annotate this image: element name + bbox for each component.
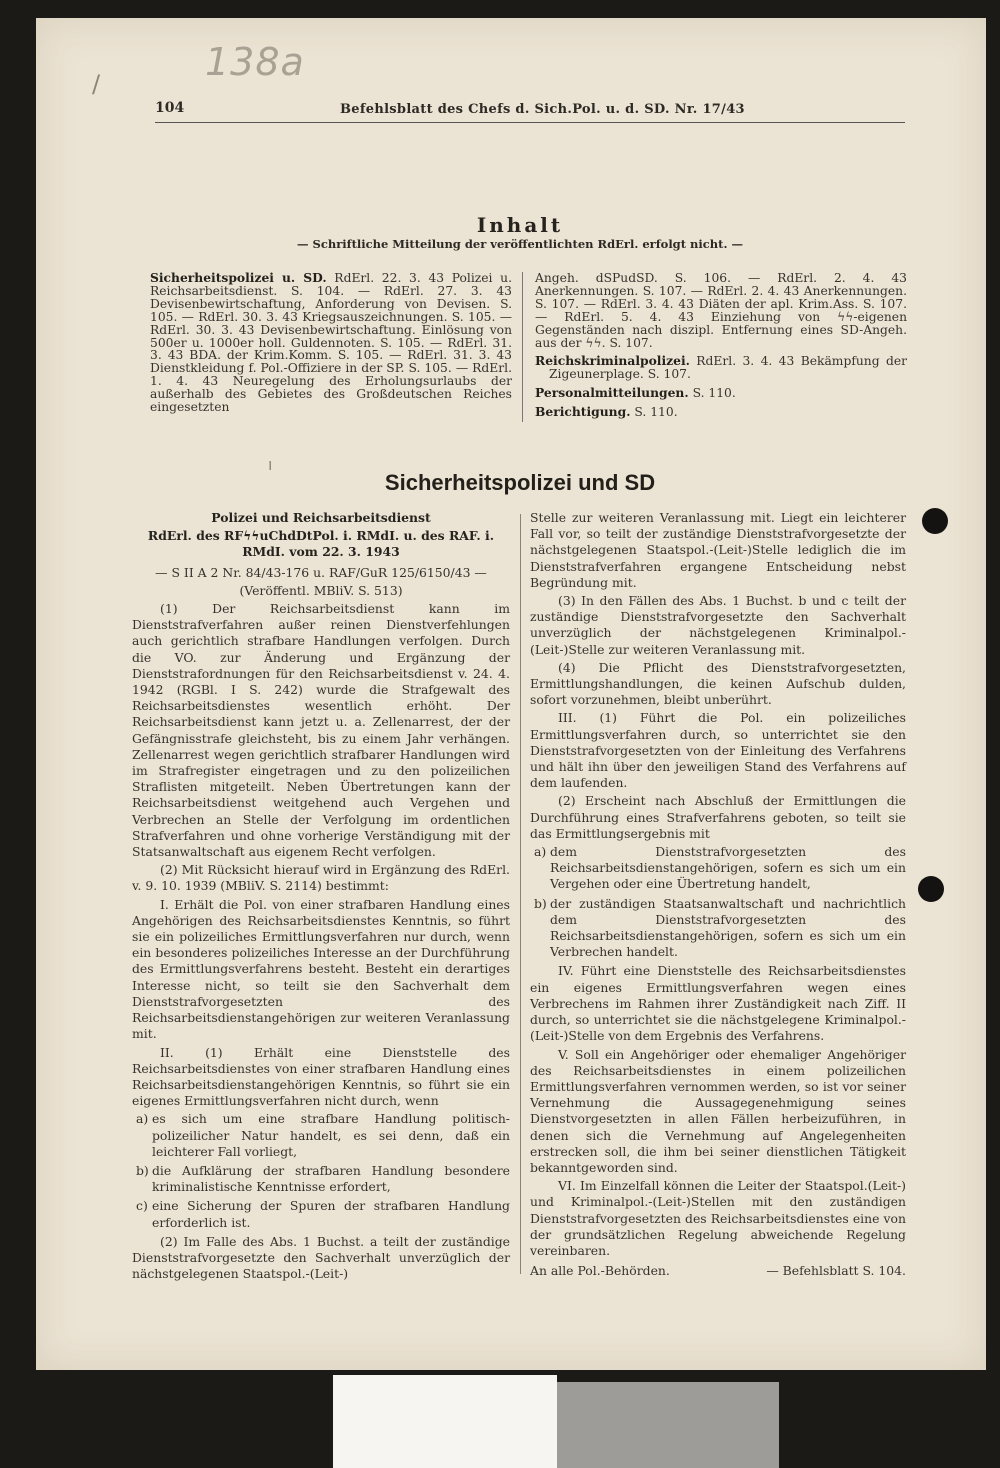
contents-continuation: Angeh. dSPudSD. S. 106. — RdErl. 2. 4. 43 Anerkennungen. S. 107. — RdErl. 2. 4. 43 Anerkennungen. S. 107. — RdErl. 3. 4. 43 Diäten der apl. Krim.Ass. S. 107. — RdErl. 5. 4. 43 Einziehung von ϟϟ-eigenen Gegenständen nach diszipl. Entfernung eines SD-Angeh. aus der ϟϟ. S. 107. (535, 271, 907, 350)
publication-title: Befehlsblatt des Chefs d. Sich.Pol. u. d. SD. Nr. 17/43 (340, 102, 745, 117)
calibration-card-white (333, 1375, 557, 1468)
article-right-column (530, 510, 906, 1279)
contents-subtitle: — Schriftliche Mitteilung der veröffentlichten RdErl. erfolgt nicht. — (297, 237, 743, 251)
paragraph: I. Erhält die Pol. von einer strafbaren Handlung eines Angehörigen des Reichsarbeitsdienstes Kenntnis, so führt sie ein polizeiliches Ermittlungsverfahren nur durch, wenn ein besonderes polizeiliches Interesse an der Durchführung des Ermittlungsverfahrens besteht. Besteht ein derartiges Interesse nicht, so teilt sie den Sachverhalt dem Dienststrafvorgesetzten des Reichsarbeitsdienstangehörigen zur weiteren Veranlassung mit. (132, 896, 510, 1042)
paragraph: VI. Im Einzelfall können die Leiter der Staatspol.(Leit-) und Kriminalpol.-(Leit-)Stellen mit den zuständigen Dienststrafvorgesetzten des Reichsarbeitsdienstes eine von der grundsätzlichen Regelung abweichende Regelung vereinbaren. (530, 1178, 906, 1258)
article-subheading: Polizei und Reichsarbeitsdienst (211, 510, 431, 525)
punch-hole (922, 508, 948, 534)
column-divider (520, 514, 521, 1274)
decree-line: RdErl. des RFϟϟuChdDtPol. i. RMdI. u. des RAF. i. RMdI. vom 22. 3. 1943 (147, 528, 495, 560)
paragraph: (2) Mit Rücksicht hierauf wird in Ergänzung des RdErl. v. 9. 10. 1939 (MBliV. S. 2114) bestimmt: (132, 862, 510, 894)
calibration-card-gray (557, 1382, 779, 1468)
page-number: 104 (155, 100, 185, 116)
paragraph: Stelle zur weiteren Veranlassung mit. Liegt ein leichterer Fall vor, so teilt der zuständige Dienststrafvorgesetzte der nächstgelegenen Staatspol.-(Leit-)Stelle lediglich die im Dienststrafverfahren ergangene Entscheidung nebst Begründung mit. (530, 510, 906, 590)
contents-heading-sipo: Sicherheitspolizei u. SD. (150, 270, 327, 285)
paragraph: (4) Die Pflicht des Dienststrafvorgesetzten, Ermittlungshandlungen, die keinen Aufschub dulden, sofort vorzunehmen, bleibt unberührt. (530, 659, 906, 708)
list-item: c) eine Sicherung der Spuren der strafbaren Handlung erforderlich ist. (136, 1198, 510, 1230)
page-header (155, 100, 905, 123)
punch-hole (918, 876, 944, 902)
pencil-tick-mark: ı (268, 455, 273, 474)
contents-entry-personal: Personalmitteilungen. S. 110. (535, 385, 736, 401)
contents-entry-text: RdErl. 22. 3. 43 Polizei u. Reichsarbeitsdienst. S. 104. — RdErl. 27. 3. 43 Devisenbewirtschaftung, Anforderung von Devisen. S. 105. — RdErl. 30. 3. 43 Kriegsauszeichnungen. S. 105. — RdErl. 30. 3. 43 Devisenbewirtschaftung. Einlösung von 500er u. 1000er holl. Guldennoten. S. 105. — RdErl. 31. 3. 43 BDA. der Krim.Komm. S. 105. — RdErl. 31. 3. 43 Dienstkleidung f. Pol.-Offiziere in der SP. S. 105. — RdErl. 1. 4. 43 Neuregelung des Erholungsurlaubs der außerhalb des Gebietes des Großdeutschen Reiches eingesetzten (150, 271, 512, 415)
paragraph: (3) In den Fällen des Abs. 1 Buchst. b und c teilt der zuständige Dienststrafvorgesetzte den Sachverhalt unverzüglich der nächstgelegenen Kriminalpol.-(Leit-)Stelle zur weiteren Veranlassung mit. (530, 593, 906, 657)
paragraph: IV. Führt eine Dienststelle des Reichsarbeitsdienstes ein eigenes Ermittlungsverfahren wegen eines Verbrechens im Rahmen ihrer Zuständigkeit nach Ziff. II durch, so unterrichtet sie die nächstgelegene Kriminalpol.-(Leit-)Stelle von dem Ergebnis des Verfahrens. (530, 963, 906, 1044)
list-item: a) dem Dienststrafvorgesetzten des Reichsarbeitsdienstangehörigen, sofern es sich um ein Vergehen oder eine Übertretung handelt, (534, 844, 906, 892)
paragraph: II. (1) Erhält eine Dienststelle des Reichsarbeitsdienstes von einer strafbaren Handlung eines Reichsarbeitsdienstangehörigen Kenntnis, so führt sie ein eigenes Ermittlungsverfahren nicht durch, wenn (132, 1044, 510, 1109)
contents-entry-kripo: Reichskriminalpolizei. RdErl. 3. 4. 43 Bekämpfung der Zigeunerplage. S. 107. (535, 353, 907, 382)
article-left-column (132, 510, 510, 1284)
list-item: a) es sich um eine strafbare Handlung politisch-polizeilicher Natur handelt, es sei denn, daß ein leichterer Fall vorliegt, (136, 1111, 510, 1159)
contents-left-column (150, 272, 512, 414)
paragraph: V. Soll ein Angehöriger oder ehemaliger Angehöriger des Reichsarbeitsdienstes in einem polizeilichen Ermittlungsverfahren vernommen werden, so ist vor seiner Vernehmung die Aussagegenehmigung seines Dienstvorgesetzten in allen Fällen herbeizuführen, in denen sich die Vernehmung auf Angelegenheiten erstrecken soll, die ihm bei seiner dienstlichen Tätigkeit bekanntgeworden sind. (530, 1046, 906, 1175)
list-item: b) die Aufklärung der strafbaren Handlung besondere kriminalistische Kenntnisse erfordert, (136, 1162, 510, 1195)
paragraph: (2) Im Falle des Abs. 1 Buchst. a teilt der zuständige Dienststrafvorgesetzte den Sachverhalt unverzüglich der nächstgelegenen Staatspol.-(Leit-) (132, 1233, 510, 1282)
paragraph: (2) Erscheint nach Abschluß der Ermittlungen die Durchführung eines Strafverfahrens geboten, so teilt sie das Ermittlungsergebnis mit (530, 793, 906, 841)
paragraph: III. (1) Führt die Pol. ein polizeiliches Ermittlungsverfahren durch, so unterrichtet sie den Dienststrafvorgesetzten von der Einleitung des Verfahrens und hält ihn über den jeweiligen Stand des Verfahrens auf dem laufenden. (530, 710, 906, 791)
pencil-stroke-mark: / (92, 70, 101, 98)
contents-title: Inhalt (476, 213, 564, 237)
distribution-footer (530, 1263, 906, 1279)
contents-column-divider (522, 272, 523, 422)
publication-line: (Veröffentl. MBliV. S. 513) (239, 582, 403, 598)
paragraph: (1) Der Reichsarbeitsdienst kann im Dienststrafverfahren außer reinen Dienstverfehlungen auch gerichtlich strafbare Handlungen verfolgen. Durch die VO. zur Änderung und Ergänzung der Dienststrafordnungen für den Reichsarbeitsdienst v. 24. 4. 1942 (RGBl. I S. 242) wurde die Strafgewalt des Reichsarbeitsdienstes wesentlich erhöht. Der Reichsarbeitsdienst kann jetzt u. a. Zellenarrest, der der Gefängnisstrafe gleichsteht, bis zu einem Jahr verhängen. Zellenarrest wegen gerichtlich strafbarer Handlungen wird im Strafregister eingetragen und zu den polizeilichen Straflisten mitgeteilt. Neben Übertretungen kann der Reichsarbeitsdienst weitgehend auch Vergehen und Verbrechen an Stelle der Verfolgung im ordentlichen Strafverfahren und ohne vorherige Verständigung mit der Statsanwaltschaft aus eigenem Recht verfolgen. (132, 601, 510, 860)
befehlsblatt-reference: — Befehlsblatt S. 104. (766, 1263, 906, 1279)
handwritten-page-note: 138a (205, 40, 305, 84)
section-title: Sicherheitspolizei und SD (384, 470, 656, 495)
contents-right-column (535, 272, 907, 425)
list-item: b) der zuständigen Staatsanwaltschaft und nachrichtlich dem Dienststrafvorgesetzten des Reichsarbeitsdienstangehörigen, sofern es sich um ein Verbrechen handelt. (534, 895, 906, 960)
contents-entry-berichtigung: Berichtigung. S. 110. (535, 404, 678, 420)
reference-line: — S II A 2 Nr. 84/43-176 u. RAF/GuR 125/6150/43 — (155, 564, 487, 580)
distribution-note: An alle Pol.-Behörden. (530, 1263, 670, 1279)
